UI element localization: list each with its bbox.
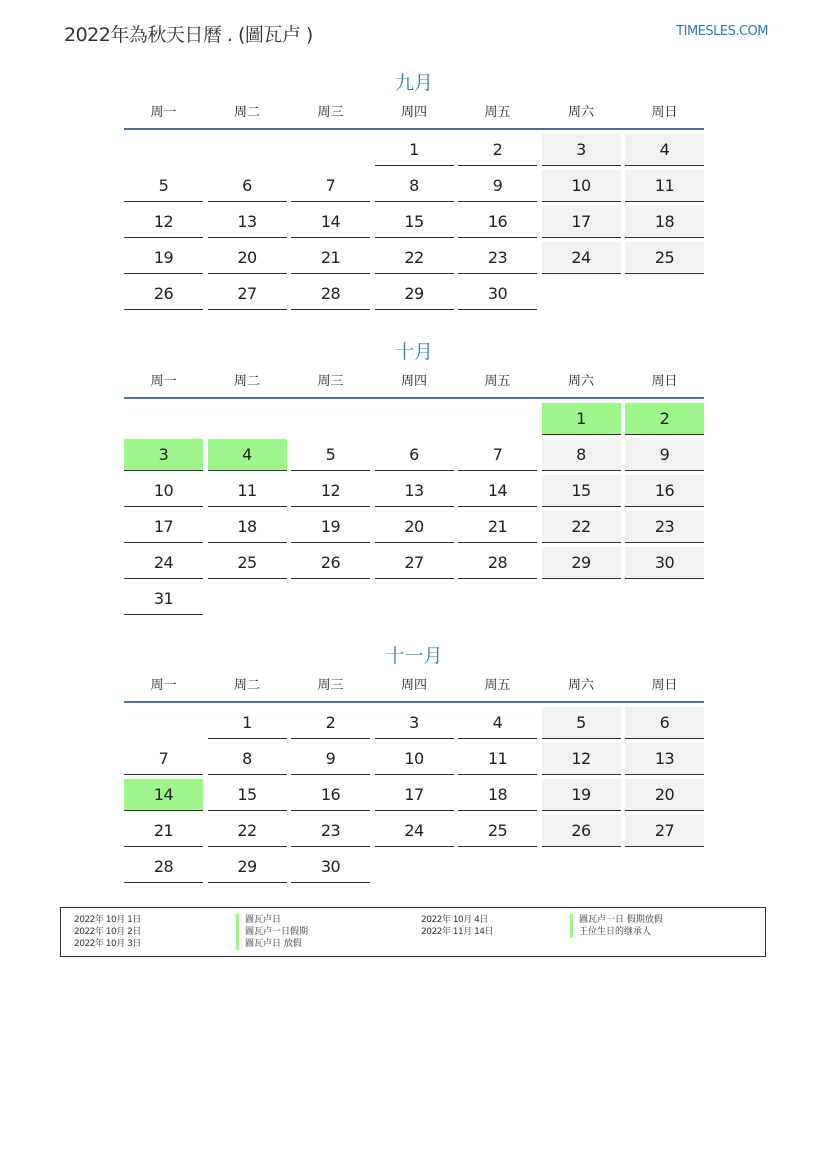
day-cell: 9: [458, 170, 537, 202]
weekday-label: 周六: [567, 678, 594, 693]
legend-holiday-name: 圖瓦卢一日假期: [236, 926, 308, 938]
empty-day-cell: [208, 583, 287, 615]
day-cell: 19: [124, 242, 203, 274]
legend-date: 2022年 10月 2日: [74, 927, 141, 937]
day-cell: 26: [542, 815, 621, 847]
day-cell: 22: [375, 242, 454, 274]
day-cell: 16: [291, 779, 370, 811]
weekday-label: 周日: [651, 374, 678, 389]
month-title: 十月: [394, 341, 433, 363]
legend-holiday-name: 圖瓦卢日: [236, 914, 281, 926]
day-cell: 14: [291, 206, 370, 238]
day-cell: 18: [208, 511, 287, 543]
day-cell: 24: [375, 815, 454, 847]
empty-day-cell: [124, 134, 203, 166]
day-cell: 26: [124, 278, 203, 310]
weekday-header: [124, 98, 704, 130]
empty-day-cell: [458, 851, 537, 883]
empty-day-cell: [458, 403, 537, 435]
legend-holiday-name: 圖瓦卢一日 假期放假: [570, 914, 663, 926]
day-cell: 11: [625, 170, 704, 202]
day-cell: 20: [375, 511, 454, 543]
weekday-label: 周四: [400, 678, 427, 693]
day-cell: 17: [124, 511, 203, 543]
empty-day-cell: [375, 851, 454, 883]
weekday-label: 周三: [317, 374, 344, 389]
day-cell: 2: [458, 134, 537, 166]
day-cell: 16: [625, 475, 704, 507]
weekday-label: 周三: [317, 105, 344, 120]
empty-day-cell: [625, 851, 704, 883]
empty-day-cell: [124, 403, 203, 435]
weekday-label: 周日: [651, 105, 678, 120]
day-cell: 12: [291, 475, 370, 507]
day-cell: 4: [208, 439, 287, 471]
empty-day-cell: [375, 583, 454, 615]
day-cell: 10: [124, 475, 203, 507]
day-cell: 29: [375, 278, 454, 310]
empty-day-cell: [124, 707, 203, 739]
legend-date: 2022年 11月 14日: [421, 927, 494, 937]
day-cell: 15: [375, 206, 454, 238]
legend-date: 2022年 10月 4日: [421, 915, 488, 925]
weekday-label: 周一: [150, 678, 177, 693]
day-cell: 17: [542, 206, 621, 238]
day-cell: 25: [458, 815, 537, 847]
weekday-header: [124, 367, 704, 399]
month-calendar: [124, 337, 704, 619]
weekday-label: 周六: [567, 374, 594, 389]
day-cell: 10: [375, 743, 454, 775]
day-cell: 29: [208, 851, 287, 883]
day-cell: 21: [124, 815, 203, 847]
weekday-label: 周二: [233, 374, 260, 389]
day-cell: 27: [625, 815, 704, 847]
day-cell: 3: [375, 707, 454, 739]
empty-day-cell: [291, 134, 370, 166]
legend-holiday-name: 圖瓦卢日 放假: [236, 938, 302, 950]
day-cell: 23: [291, 815, 370, 847]
day-cell: 7: [124, 743, 203, 775]
day-cell: 19: [542, 779, 621, 811]
day-cell: 13: [625, 743, 704, 775]
day-cell: 28: [458, 547, 537, 579]
day-cell: 25: [625, 242, 704, 274]
day-cell: 11: [458, 743, 537, 775]
day-cell: 6: [375, 439, 454, 471]
day-cell: 10: [542, 170, 621, 202]
legend-date: 2022年 10月 3日: [74, 939, 141, 949]
weekday-label: 周一: [150, 374, 177, 389]
day-cell: 27: [208, 278, 287, 310]
weekday-label: 周二: [233, 678, 260, 693]
day-cell: 23: [625, 511, 704, 543]
day-cell: 13: [208, 206, 287, 238]
day-cell: 3: [542, 134, 621, 166]
empty-day-cell: [542, 851, 621, 883]
empty-day-cell: [625, 583, 704, 615]
empty-day-cell: [458, 583, 537, 615]
empty-day-cell: [542, 278, 621, 310]
day-cell: 22: [542, 511, 621, 543]
day-cell: 3: [124, 439, 203, 471]
day-cell: 11: [208, 475, 287, 507]
legend-date: 2022年 10月 1日: [74, 915, 141, 925]
month-title: 九月: [394, 72, 433, 94]
day-cell: 9: [291, 743, 370, 775]
day-cell: 31: [124, 583, 203, 615]
weekday-label: 周四: [400, 105, 427, 120]
weekday-label: 周五: [484, 678, 511, 693]
day-cell: 28: [291, 278, 370, 310]
day-cell: 1: [208, 707, 287, 739]
day-cell: 16: [458, 206, 537, 238]
day-cell: 6: [625, 707, 704, 739]
empty-day-cell: [208, 403, 287, 435]
day-cell: 18: [625, 206, 704, 238]
month-calendar: [124, 641, 704, 887]
day-cell: 14: [458, 475, 537, 507]
day-cell: 8: [375, 170, 454, 202]
day-cell: 23: [458, 242, 537, 274]
day-cell: 29: [542, 547, 621, 579]
empty-day-cell: [208, 134, 287, 166]
day-cell: 4: [458, 707, 537, 739]
empty-day-cell: [625, 278, 704, 310]
day-cell: 8: [542, 439, 621, 471]
day-cell: 7: [458, 439, 537, 471]
day-cell: 14: [124, 779, 203, 811]
day-cell: 17: [375, 779, 454, 811]
day-cell: 1: [375, 134, 454, 166]
day-cell: 15: [542, 475, 621, 507]
day-cell: 30: [625, 547, 704, 579]
day-grid: [124, 403, 704, 619]
weekday-label: 周二: [233, 105, 260, 120]
day-cell: 12: [542, 743, 621, 775]
empty-day-cell: [291, 583, 370, 615]
holiday-legend: [60, 907, 766, 957]
day-cell: 30: [291, 851, 370, 883]
day-cell: 27: [375, 547, 454, 579]
weekday-label: 周六: [567, 105, 594, 120]
weekday-label: 周五: [484, 105, 511, 120]
empty-day-cell: [542, 583, 621, 615]
day-cell: 26: [291, 547, 370, 579]
weekday-label: 周三: [317, 678, 344, 693]
day-cell: 15: [208, 779, 287, 811]
day-cell: 5: [124, 170, 203, 202]
day-cell: 24: [542, 242, 621, 274]
empty-day-cell: [291, 403, 370, 435]
day-grid: [124, 707, 704, 887]
day-cell: 18: [458, 779, 537, 811]
day-cell: 7: [291, 170, 370, 202]
day-cell: 5: [542, 707, 621, 739]
weekday-header: [124, 671, 704, 703]
page-title: 2022年為秋天日曆 . (圖瓦卢 ): [64, 24, 313, 46]
day-cell: 19: [291, 511, 370, 543]
day-cell: 13: [375, 475, 454, 507]
weekday-label: 周一: [150, 105, 177, 120]
empty-day-cell: [375, 403, 454, 435]
day-cell: 30: [458, 278, 537, 310]
month-calendar: [124, 68, 704, 314]
day-cell: 8: [208, 743, 287, 775]
weekday-label: 周四: [400, 374, 427, 389]
day-grid: [124, 134, 704, 314]
day-cell: 5: [291, 439, 370, 471]
day-cell: 2: [625, 403, 704, 435]
day-cell: 20: [625, 779, 704, 811]
day-cell: 24: [124, 547, 203, 579]
day-cell: 9: [625, 439, 704, 471]
day-cell: 25: [208, 547, 287, 579]
day-cell: 22: [208, 815, 287, 847]
day-cell: 1: [542, 403, 621, 435]
weekday-label: 周日: [651, 678, 678, 693]
day-cell: 28: [124, 851, 203, 883]
day-cell: 12: [124, 206, 203, 238]
weekday-label: 周五: [484, 374, 511, 389]
brand-link[interactable]: TIMESLES.COM: [676, 24, 768, 39]
month-title: 十一月: [385, 645, 443, 667]
legend-holiday-name: 王位生日的继承人: [570, 926, 651, 938]
day-cell: 21: [458, 511, 537, 543]
day-cell: 4: [625, 134, 704, 166]
day-cell: 2: [291, 707, 370, 739]
day-cell: 20: [208, 242, 287, 274]
day-cell: 21: [291, 242, 370, 274]
day-cell: 6: [208, 170, 287, 202]
